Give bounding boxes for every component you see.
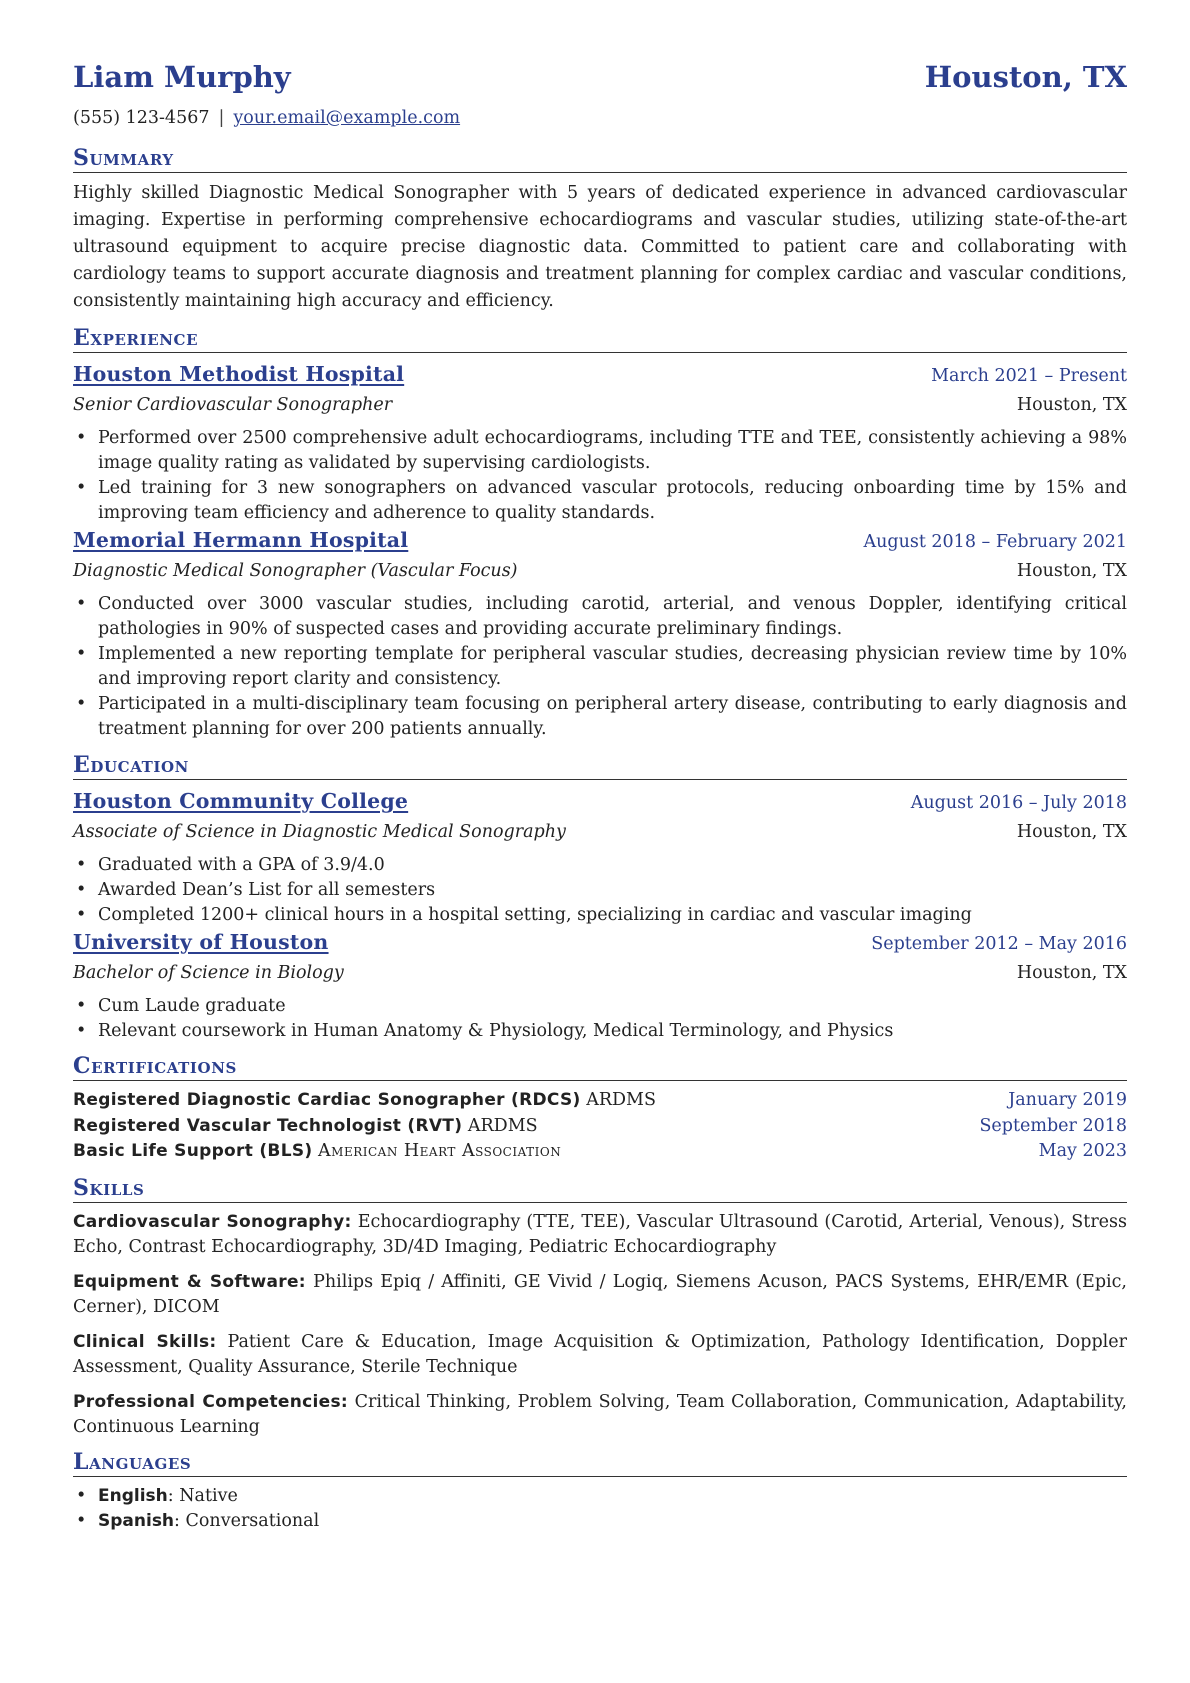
skill-group: [73, 1210, 1127, 1260]
education-entry: [73, 787, 1127, 928]
skill-group: [73, 1390, 1127, 1440]
certification-date: September 2018: [979, 1115, 1127, 1136]
bullet-list: [73, 592, 1127, 742]
study-dates: September 2012 – May 2016: [871, 934, 1127, 954]
list-item: • Led training for 3 new sonographers on advanced vascular protocols, reducing onboarding time by 15% and improving team efficiency and adherence to quality standards.: [73, 476, 1127, 526]
candidate-name: Liam Murphy: [73, 60, 291, 94]
skill-group-text: Philips Epiq / Affiniti, GE Vivid / Logiq, Siemens Acuson, PACS Systems, EHR/EMR (Epic, Cerner), DICOM: [73, 1271, 1127, 1317]
certification-item: [73, 1114, 1127, 1140]
list-item: • Completed 1200+ clinical hours in a hospital setting, specializing in cardiac and vascular imaging: [73, 903, 1127, 928]
section-title-education: Education: [73, 751, 1127, 780]
school-name[interactable]: University of Houston: [73, 930, 329, 954]
skill-group-text: Patient Care & Education, Image Acquisition & Optimization, Pathology Identification, Doppler Assessment, Quality Assurance, Sterile Technique: [73, 1331, 1127, 1377]
section-title-skills: Skills: [73, 1174, 1127, 1203]
skill-group-label: Professional Competencies:: [73, 1391, 349, 1412]
list-item: • Participated in a multi-disciplinary team focusing on peripheral artery disease, contributing to early diagnosis and treatment planning for over 200 patients annually.: [73, 692, 1127, 742]
entry-subheading: [73, 391, 1127, 420]
entry-heading: [73, 360, 1127, 391]
list-item: • Implemented a new reporting template for peripheral vascular studies, decreasing physician review time by 10% and improving report clarity and consistency.: [73, 642, 1127, 692]
job-title: Diagnostic Medical Sonographer (Vascular Focus): [73, 561, 518, 581]
list-item: • Cum Laude graduate: [73, 994, 1127, 1019]
list-item: • Awarded Dean’s List for all semesters: [73, 878, 1127, 903]
list-item: • Conducted over 3000 vascular studies, including carotid, arterial, and venous Doppler, identifying critical pathologies in 90% of suspected cases and providing accurate preliminary findings.: [73, 592, 1127, 642]
section-title-languages: Languages: [73, 1448, 1127, 1477]
certification-issuer: ARDMS: [586, 1090, 656, 1110]
list-item: [73, 1509, 1127, 1534]
resume-header: [73, 60, 1127, 104]
certification-name: Registered Diagnostic Cardiac Sonographer (RDCS): [73, 1090, 581, 1110]
language-list: [73, 1484, 1127, 1534]
section-title-experience: Experience: [73, 324, 1127, 353]
certification-item: [73, 1088, 1127, 1114]
degree-name: Bachelor of Science in Biology: [73, 963, 344, 983]
skill-group-label: Cardiovascular Sonography:: [73, 1211, 352, 1232]
job-title: Senior Cardiovascular Sonographer: [73, 395, 393, 415]
experience-entry: [73, 526, 1127, 742]
entry-heading: [73, 526, 1127, 557]
phone-number: (555) 123-4567: [73, 108, 210, 128]
candidate-location: Houston, TX: [924, 60, 1127, 94]
certification-date: May 2023: [1038, 1141, 1127, 1161]
list-item: • Relevant coursework in Human Anatomy & Physiology, Medical Terminology, and Physics: [73, 1019, 1127, 1044]
entry-subheading: [73, 959, 1127, 988]
degree-name: Associate of Science in Diagnostic Medical Sonography: [73, 822, 566, 842]
employer-name[interactable]: Memorial Hermann Hospital: [73, 528, 409, 552]
bullet-list: [73, 426, 1127, 526]
entry-heading: [73, 928, 1127, 959]
certification-item: [73, 1139, 1127, 1165]
skill-group-text: Critical Thinking, Problem Solving, Team Collaboration, Communication, Adaptability, Continuous Learning: [73, 1391, 1127, 1437]
study-dates: August 2016 – July 2018: [910, 793, 1127, 813]
skills-list: [73, 1210, 1127, 1440]
list-item: • Performed over 2500 comprehensive adult echocardiograms, including TTE and TEE, consistently achieving a 98% image quality rating as validated by supervising cardiologists.: [73, 426, 1127, 476]
contact-line: [73, 108, 1127, 138]
employment-dates: August 2018 – February 2021: [863, 532, 1127, 552]
education-entry: [73, 928, 1127, 1044]
language-name: Spanish: [98, 1510, 175, 1531]
bullet-list: [73, 853, 1127, 928]
resume-page: [73, 60, 1127, 1534]
school-name[interactable]: Houston Community College: [73, 789, 409, 813]
entry-subheading: [73, 557, 1127, 586]
certification-name: Basic Life Support (BLS): [73, 1141, 313, 1161]
certification-issuer: ARDMS: [467, 1115, 538, 1136]
certification-issuer: American Heart Association: [318, 1141, 562, 1161]
skill-group-label: Clinical Skills:: [73, 1331, 217, 1352]
section-title-certifications: Certifications: [73, 1052, 1127, 1081]
entry-subheading: [73, 818, 1127, 847]
skill-group: [73, 1270, 1127, 1320]
language-level: : Native: [167, 1485, 238, 1506]
list-item: [73, 1484, 1127, 1509]
section-title-summary: Summary: [73, 144, 1127, 173]
certification-name: Registered Vascular Technologist (RVT): [73, 1115, 463, 1136]
certification-text: [73, 1088, 656, 1114]
certification-date: January 2019: [1008, 1090, 1127, 1110]
certification-text: [73, 1139, 561, 1165]
certification-list: [73, 1088, 1127, 1165]
job-location: Houston, TX: [1016, 561, 1127, 581]
skill-group: [73, 1330, 1127, 1380]
bullet-list: [73, 994, 1127, 1044]
skill-group-label: Equipment & Software:: [73, 1271, 306, 1292]
entry-heading: [73, 787, 1127, 818]
employment-dates: March 2021 – Present: [931, 366, 1127, 386]
school-location: Houston, TX: [1016, 822, 1127, 842]
list-item: • Graduated with a GPA of 3.9/4.0: [73, 853, 1127, 878]
language-level: : Conversational: [174, 1510, 320, 1531]
language-name: English: [98, 1485, 168, 1506]
employer-name[interactable]: Houston Methodist Hospital: [73, 362, 405, 386]
job-location: Houston, TX: [1016, 395, 1127, 415]
summary-text: Highly skilled Diagnostic Medical Sonographer with 5 years of dedicated experience in advanced cardiovascular imaging. Expertise in performing comprehensive echocardiograms and vascular studies, utilizing state-of-the-art ultrasound equipment to acquire precise diagnostic data. Committed to patient care and collaborating with cardiology teams to support accurate diagnosis and treatment planning for complex cardiac and vascular conditions, consistently maintaining high accuracy and efficiency.: [73, 183, 1127, 311]
contact-separator: |: [218, 108, 225, 128]
experience-entry: [73, 360, 1127, 526]
school-location: Houston, TX: [1016, 963, 1127, 983]
email-link[interactable]: your.email@example.com: [233, 108, 461, 128]
certification-text: [73, 1114, 538, 1140]
skill-group-text: Echocardiography (TTE, TEE), Vascular Ultrasound (Carotid, Arterial, Venous), Stress Echo, Contrast Echocardiography, 3D/4D Imaging, Pediatric Echocardiography: [73, 1211, 1128, 1257]
